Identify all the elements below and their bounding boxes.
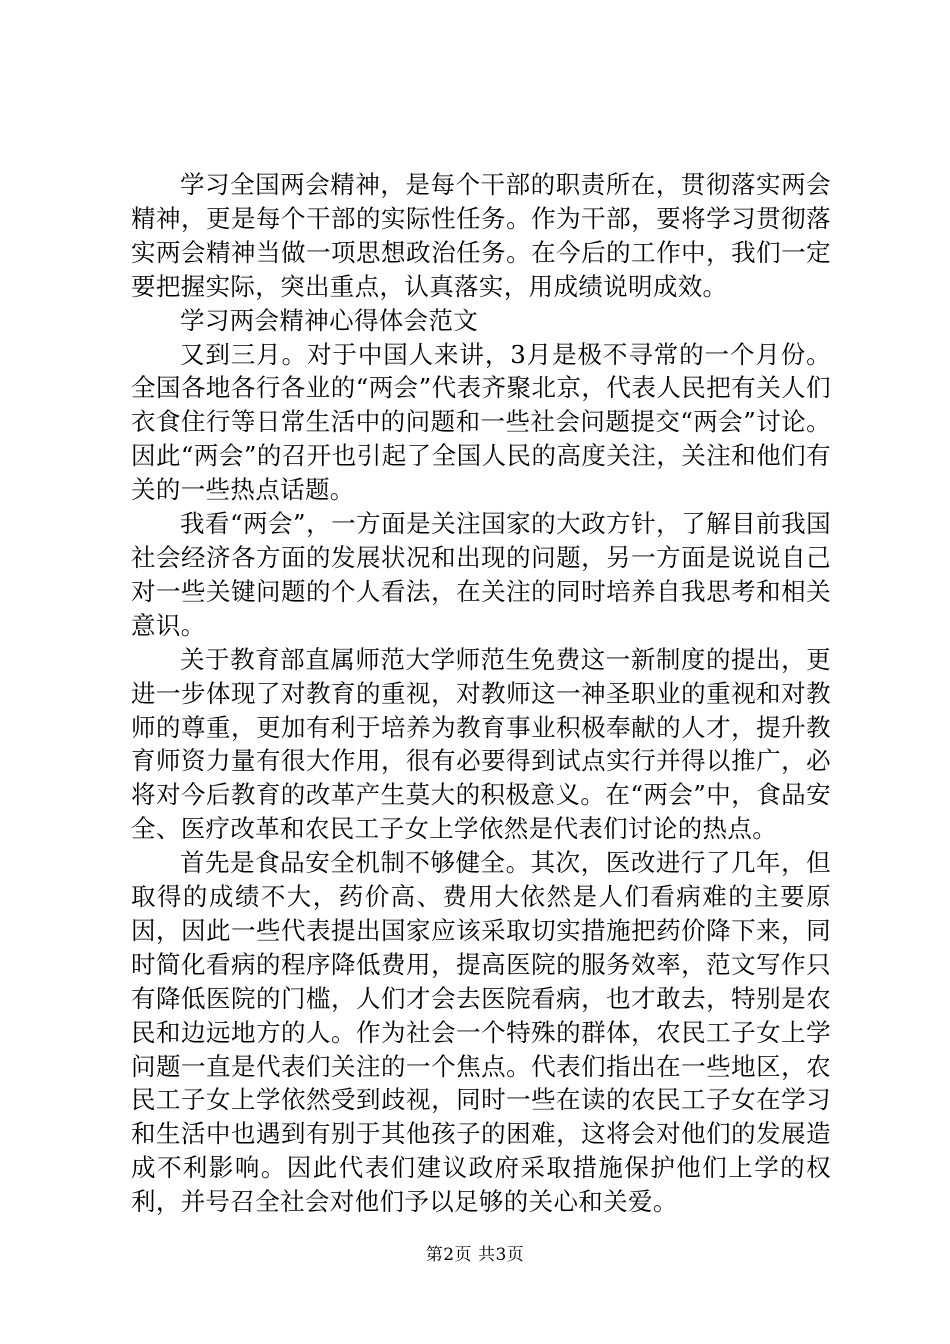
- paragraph-my-view: 我看“两会”，一方面是关注国家的大政方针，了解目前我国社会经济各方面的发展状况和出现的问题，另一方面是说说自己对一些关键问题的个人看法，在关注的同时培养自我思考和相关意识。: [131, 509, 831, 640]
- document-body: [131, 168, 831, 1219]
- paragraph-food-medical: 首先是食品安全机制不够健全。其次，医改进行了几年，但取得的成绩不大，药价高、费用大依然是人们看病难的主要原因，因此一些代表提出国家应该采取切实措施把药价降下来，同时简化看病的程序降低费用，提高医院的服务效率，范文写作只有降低医院的门槛，人们才会去医院看病，也才敢去，特别是农民和边远地方的人。作为社会一个特殊的群体，农民工子女上学问题一直是代表们关注的一个焦点。代表们指出在一些地区，农民工子女上学依然受到歧视，同时一些在读的农民工子女在学习和生活中也遇到有别于其他孩子的困难，这将会对他们的发展造成不利影响。因此代表们建议政府采取措施保护他们上学的权利，并号召全社会对他们予以足够的关心和关爱。: [131, 848, 831, 1217]
- page-footer: 第2页 共3页: [425, 1245, 525, 1265]
- paragraph-intro: 学习全国两会精神，是每个干部的职责所在，贯彻落实两会精神，更是每个干部的实际性任务。作为干部，要将学习贯彻落实两会精神当做一项思想政治任务。在今后的工作中，我们一定要把握实际，突出重点，认真落实，用成绩说明成效。: [131, 170, 831, 301]
- section-heading: 学习两会精神心得体会范文: [180, 305, 479, 335]
- paragraph-education: 关于教育部直属师范大学师范生免费这一新制度的提出，更进一步体现了对教育的重视，对教师这一神圣职业的重视和对教师的尊重，更加有利于培养为教育事业积极奉献的人才，提升教育师资力量有很大作用，很有必要得到试点实行并得以推广，必将对今后教育的改革产生莫大的积极意义。在“两会”中，食品安全、医疗改革和农民工子女上学依然是代表们讨论的热点。: [131, 644, 831, 844]
- paragraph-march: 又到三月。对于中国人来讲，3月是极不寻常的一个月份。全国各地各行各业的“两会”代表齐聚北京，代表人民把有关人们衣食住行等日常生活中的问题和一些社会问题提交“两会”讨论。因此“两会”的召开也引起了全国人民的高度关注，关注和他们有关的一些热点话题。: [131, 339, 831, 505]
